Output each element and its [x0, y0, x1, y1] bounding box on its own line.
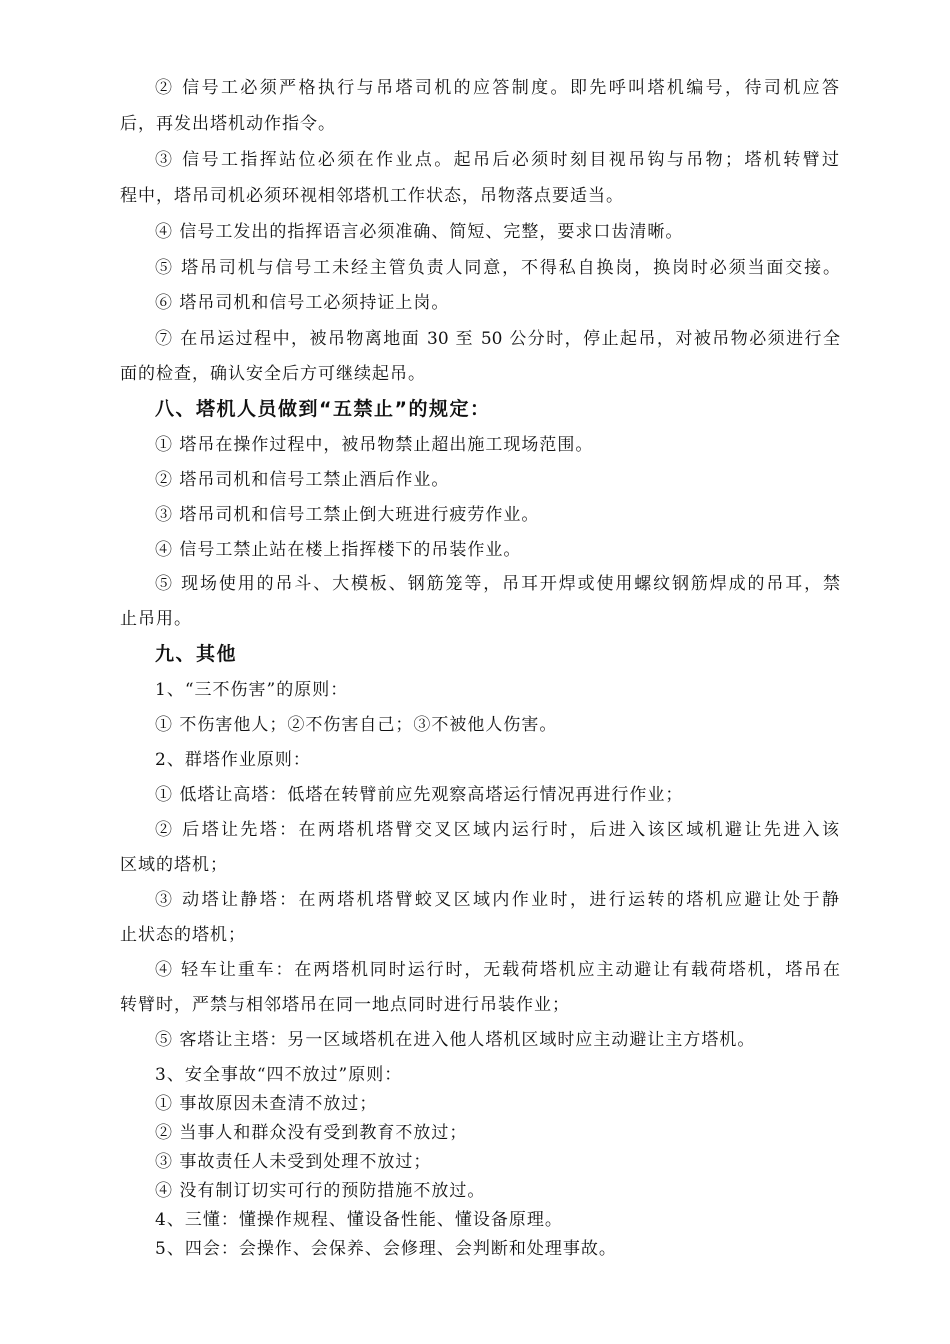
- principle-2-item-4-line-2: 转臂时，严禁与相邻塔吊在同一地点同时进行吊装作业；: [120, 995, 570, 1015]
- rule-8-item-3: ③ 塔吊司机和信号工禁止倒大班进行疲劳作业。: [155, 505, 540, 525]
- section-8-heading: 八、塔机人员做到“五禁止”的规定：: [155, 398, 491, 420]
- principle-3-item-3: ③ 事故责任人未受到处理不放过；: [155, 1152, 432, 1172]
- principle-3-item-2: ② 当事人和群众没有受到教育不放过；: [155, 1123, 468, 1143]
- text: ⑤ 现场使用的吊斗、大模板、钢筋笼等，吊耳开焊或使用螺纹钢筋焊成的吊耳，禁: [155, 574, 840, 594]
- principle-2-item-3-line-1: [155, 888, 840, 912]
- principle-2-item-1: ① 低塔让高塔：低塔在转臂前应先观察高塔运行情况再进行作业；: [155, 785, 684, 805]
- rule-8-item-5-line-1: [155, 572, 840, 596]
- text: ④ 轻车让重车：在两塔机同时运行时，无载荷塔机应主动避让有载荷塔机，塔吊在: [155, 960, 840, 980]
- rule-7-item-6: ⑥ 塔吊司机和信号工必须持证上岗。: [155, 293, 450, 313]
- text: ② 后塔让先塔：在两塔机塔臂交叉区域内运行时，后进入该区域机避让先进入该: [155, 820, 840, 840]
- rule-7-item-3-line-1: [155, 148, 840, 172]
- rule-8-item-2: ② 塔吊司机和信号工禁止酒后作业。: [155, 470, 450, 490]
- rule-8-item-4: ④ 信号工禁止站在楼上指挥楼下的吊装作业。: [155, 540, 522, 560]
- principle-2-item-3-line-2: 止状态的塔机；: [120, 925, 246, 945]
- principle-1-items: ① 不伤害他人；②不伤害自己；③不被他人伤害。: [155, 715, 558, 735]
- principle-1-title: 1、“三不伤害”的原则：: [155, 680, 349, 700]
- principle-2-item-2-line-1: [155, 818, 840, 842]
- principle-2-title: 2、群塔作业原则：: [155, 750, 311, 770]
- rule-8-item-5-line-2: 止吊用。: [120, 609, 192, 629]
- rule-7-item-7-line-2: 面的检查，确认安全后方可继续起吊。: [120, 364, 426, 384]
- rule-7-item-5: [155, 256, 840, 280]
- text: ⑦ 在吊运过程中，被吊物离地面 30 至 50 公分时，停止起吊，对被吊物必须进行全: [155, 329, 840, 349]
- principle-3-item-4: ④ 没有制订切实可行的预防措施不放过。: [155, 1181, 486, 1201]
- text: ⑤ 塔吊司机与信号工未经主管负责人同意，不得私自换岗，换岗时必须当面交接。: [155, 258, 840, 278]
- rule-7-item-3-line-2: 程中，塔吊司机必须环视相邻塔机工作状态，吊物落点要适当。: [120, 186, 624, 206]
- rule-7-item-2-line-2: 后，再发出塔机动作指令。: [120, 114, 336, 134]
- rule-8-item-1: ① 塔吊在操作过程中，被吊物禁止超出施工现场范围。: [155, 435, 594, 455]
- text: ③ 动塔让静塔：在两塔机塔臂蛟叉区域内作业时，进行运转的塔机应避让处于静: [155, 890, 840, 910]
- principle-3-title: 3、安全事故“四不放过”原则：: [155, 1065, 403, 1085]
- rule-7-item-7-line-1: [155, 327, 840, 351]
- principle-2-item-4-line-1: [155, 958, 840, 982]
- principle-2-item-2-line-2: 区域的塔机；: [120, 855, 228, 875]
- text: ③ 信号工指挥站位必须在作业点。起吊后必须时刻目视吊钩与吊物；塔机转臂过: [155, 150, 840, 170]
- rule-7-item-4: ④ 信号工发出的指挥语言必须准确、简短、完整，要求口齿清晰。: [155, 222, 684, 242]
- section-9-heading: 九、其他: [155, 643, 238, 665]
- principle-4: 4、三懂：懂操作规程、懂设备性能、懂设备原理。: [155, 1210, 563, 1230]
- principle-5: 5、四会：会操作、会保养、会修理、会判断和处理事故。: [155, 1239, 617, 1259]
- text: ② 信号工必须严格执行与吊塔司机的应答制度。即先呼叫塔机编号，待司机应答: [155, 78, 840, 98]
- principle-3-item-1: ① 事故原因未查清不放过；: [155, 1094, 378, 1114]
- principle-2-item-5: ⑤ 客塔让主塔：另一区域塔机在进入他人塔机区域时应主动避让主方塔机。: [155, 1030, 756, 1050]
- rule-7-item-2-line-1: [155, 76, 840, 100]
